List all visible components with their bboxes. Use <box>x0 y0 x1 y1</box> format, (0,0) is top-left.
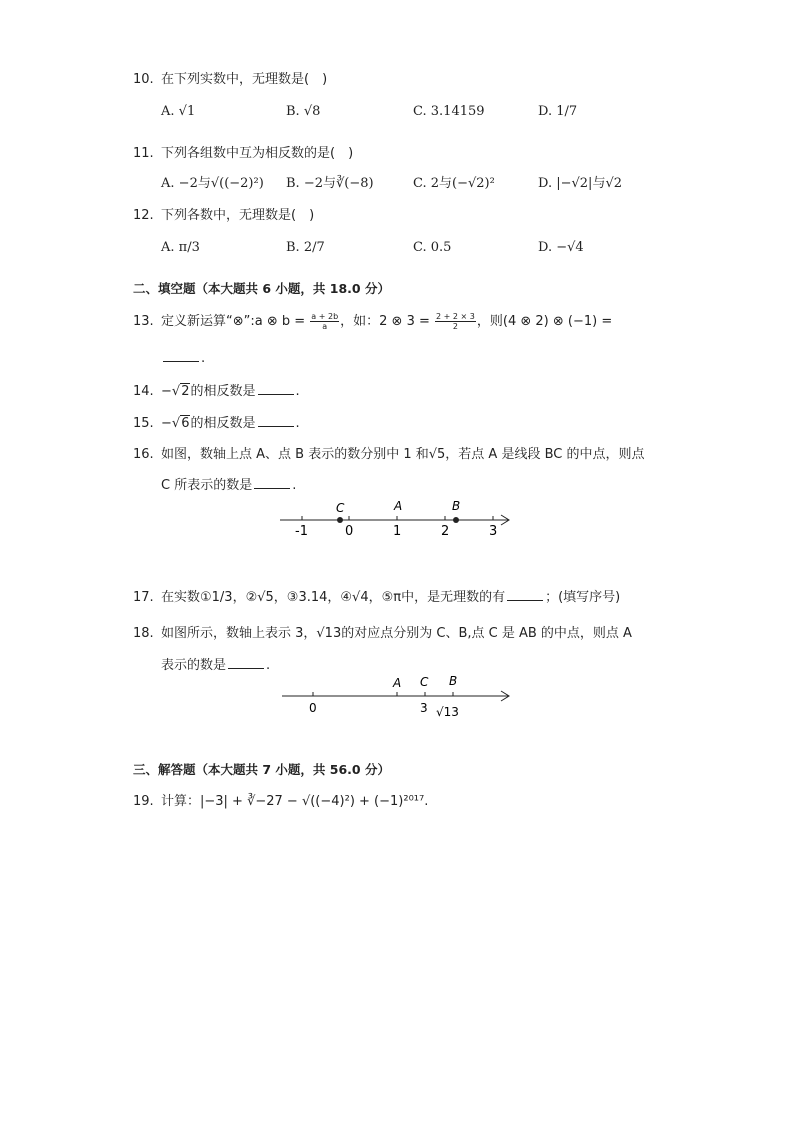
tick-label: 3 <box>420 701 428 715</box>
q10-option-a: A. √1 <box>161 104 196 119</box>
q11-option-b: B. −2与∛(−8) <box>286 176 374 191</box>
point-b-label: B <box>449 674 458 688</box>
q17-answer-blank[interactable] <box>507 589 543 601</box>
question-17: 17. 在实数①1/3，②√5，③3.14，④√4，⑤π中，是无理数的有 ；(填写序号) <box>133 590 621 605</box>
question-13: 13. 定义新运算“⊗”:a ⊗ b = $\frac{a + 2b}{a}$ ，如：2 ⊗ 3 = $\frac{2 + 2 \times 3}{2}$ ，则(4 ⊗ 2) ⊗ (−1) = <box>133 312 613 331</box>
q13-fraction-1: $\frac{a + 2b}{a}$ <box>311 312 339 331</box>
question-16-line-2: C 所表示的数是 . <box>161 478 297 493</box>
q16-answer-blank[interactable] <box>254 477 290 489</box>
tick-label: √13 <box>436 705 459 719</box>
point-a-label: A <box>394 499 403 513</box>
question-11: 11. 下列各组数中互为相反数的是( ) <box>133 146 354 161</box>
point-b-dot <box>453 517 459 523</box>
tick-label: -1 <box>295 524 308 539</box>
q10-option-c: C. 3.14159 <box>413 104 485 119</box>
point-c-label: C <box>420 675 429 689</box>
tick-label: 1 <box>393 524 402 539</box>
q13-fraction-2: $\frac{2 + 2 \times 3}{2}$ <box>436 312 475 331</box>
tick-label: 0 <box>345 524 354 539</box>
q11-option-a: A. −2与√((−2)²) <box>161 176 264 191</box>
point-b-label: B <box>452 499 461 513</box>
tick-label: 0 <box>309 701 317 715</box>
question-12: 12. 下列各数中，无理数是( ) <box>133 208 315 223</box>
number-line-1 <box>270 495 520 543</box>
q12-option-b: B. 2/7 <box>286 240 325 255</box>
question-18-line-2: 表示的数是 . <box>161 658 271 673</box>
question-14: 14. −√2的相反数是 . <box>133 384 300 399</box>
q12-option-d: D. −√4 <box>538 240 584 255</box>
tick-label: 3 <box>489 524 498 539</box>
section-2-heading: 二、填空题（本大题共 6 小题，共 18.0 分） <box>133 281 390 296</box>
point-a-label: A <box>393 676 402 690</box>
q18-answer-blank[interactable] <box>228 657 264 669</box>
q14-answer-blank[interactable] <box>258 383 294 395</box>
q11-option-c: C. 2与(−√2)² <box>413 176 495 191</box>
question-16: 16. 如图，数轴上点 A、点 B 表示的数分别中 1 和√5，若点 A 是线段 BC 的中点，则点 <box>133 447 645 462</box>
q13-answer-blank[interactable]: . <box>161 350 205 366</box>
tick-label: 2 <box>441 524 450 539</box>
question-19: 19. 计算：|−3| + ∛−27 − √((−4)²) + (−1)²⁰¹⁷. <box>133 794 429 809</box>
section-3-heading: 三、解答题（本大题共 7 小题，共 56.0 分） <box>133 762 390 777</box>
q10-option-d: D. 1/7 <box>538 104 578 119</box>
question-18: 18. 如图所示，数轴上表示 3，√13的对应点分别为 C、B,点 C 是 AB 的中点，则点 A <box>133 626 632 641</box>
q11-option-d: D. |−√2|与√2 <box>538 176 622 191</box>
question-15: 15. −√6的相反数是 . <box>133 416 300 431</box>
point-c-dot <box>337 517 343 523</box>
q12-option-c: C. 0.5 <box>413 240 452 255</box>
q15-answer-blank[interactable] <box>258 415 294 427</box>
number-line-2 <box>276 672 520 724</box>
point-c-label: C <box>336 501 345 515</box>
q10-option-b: B. √8 <box>286 104 321 119</box>
question-10: 10. 在下列实数中，无理数是( ) <box>133 72 328 87</box>
q12-option-a: A. π/3 <box>161 240 200 255</box>
